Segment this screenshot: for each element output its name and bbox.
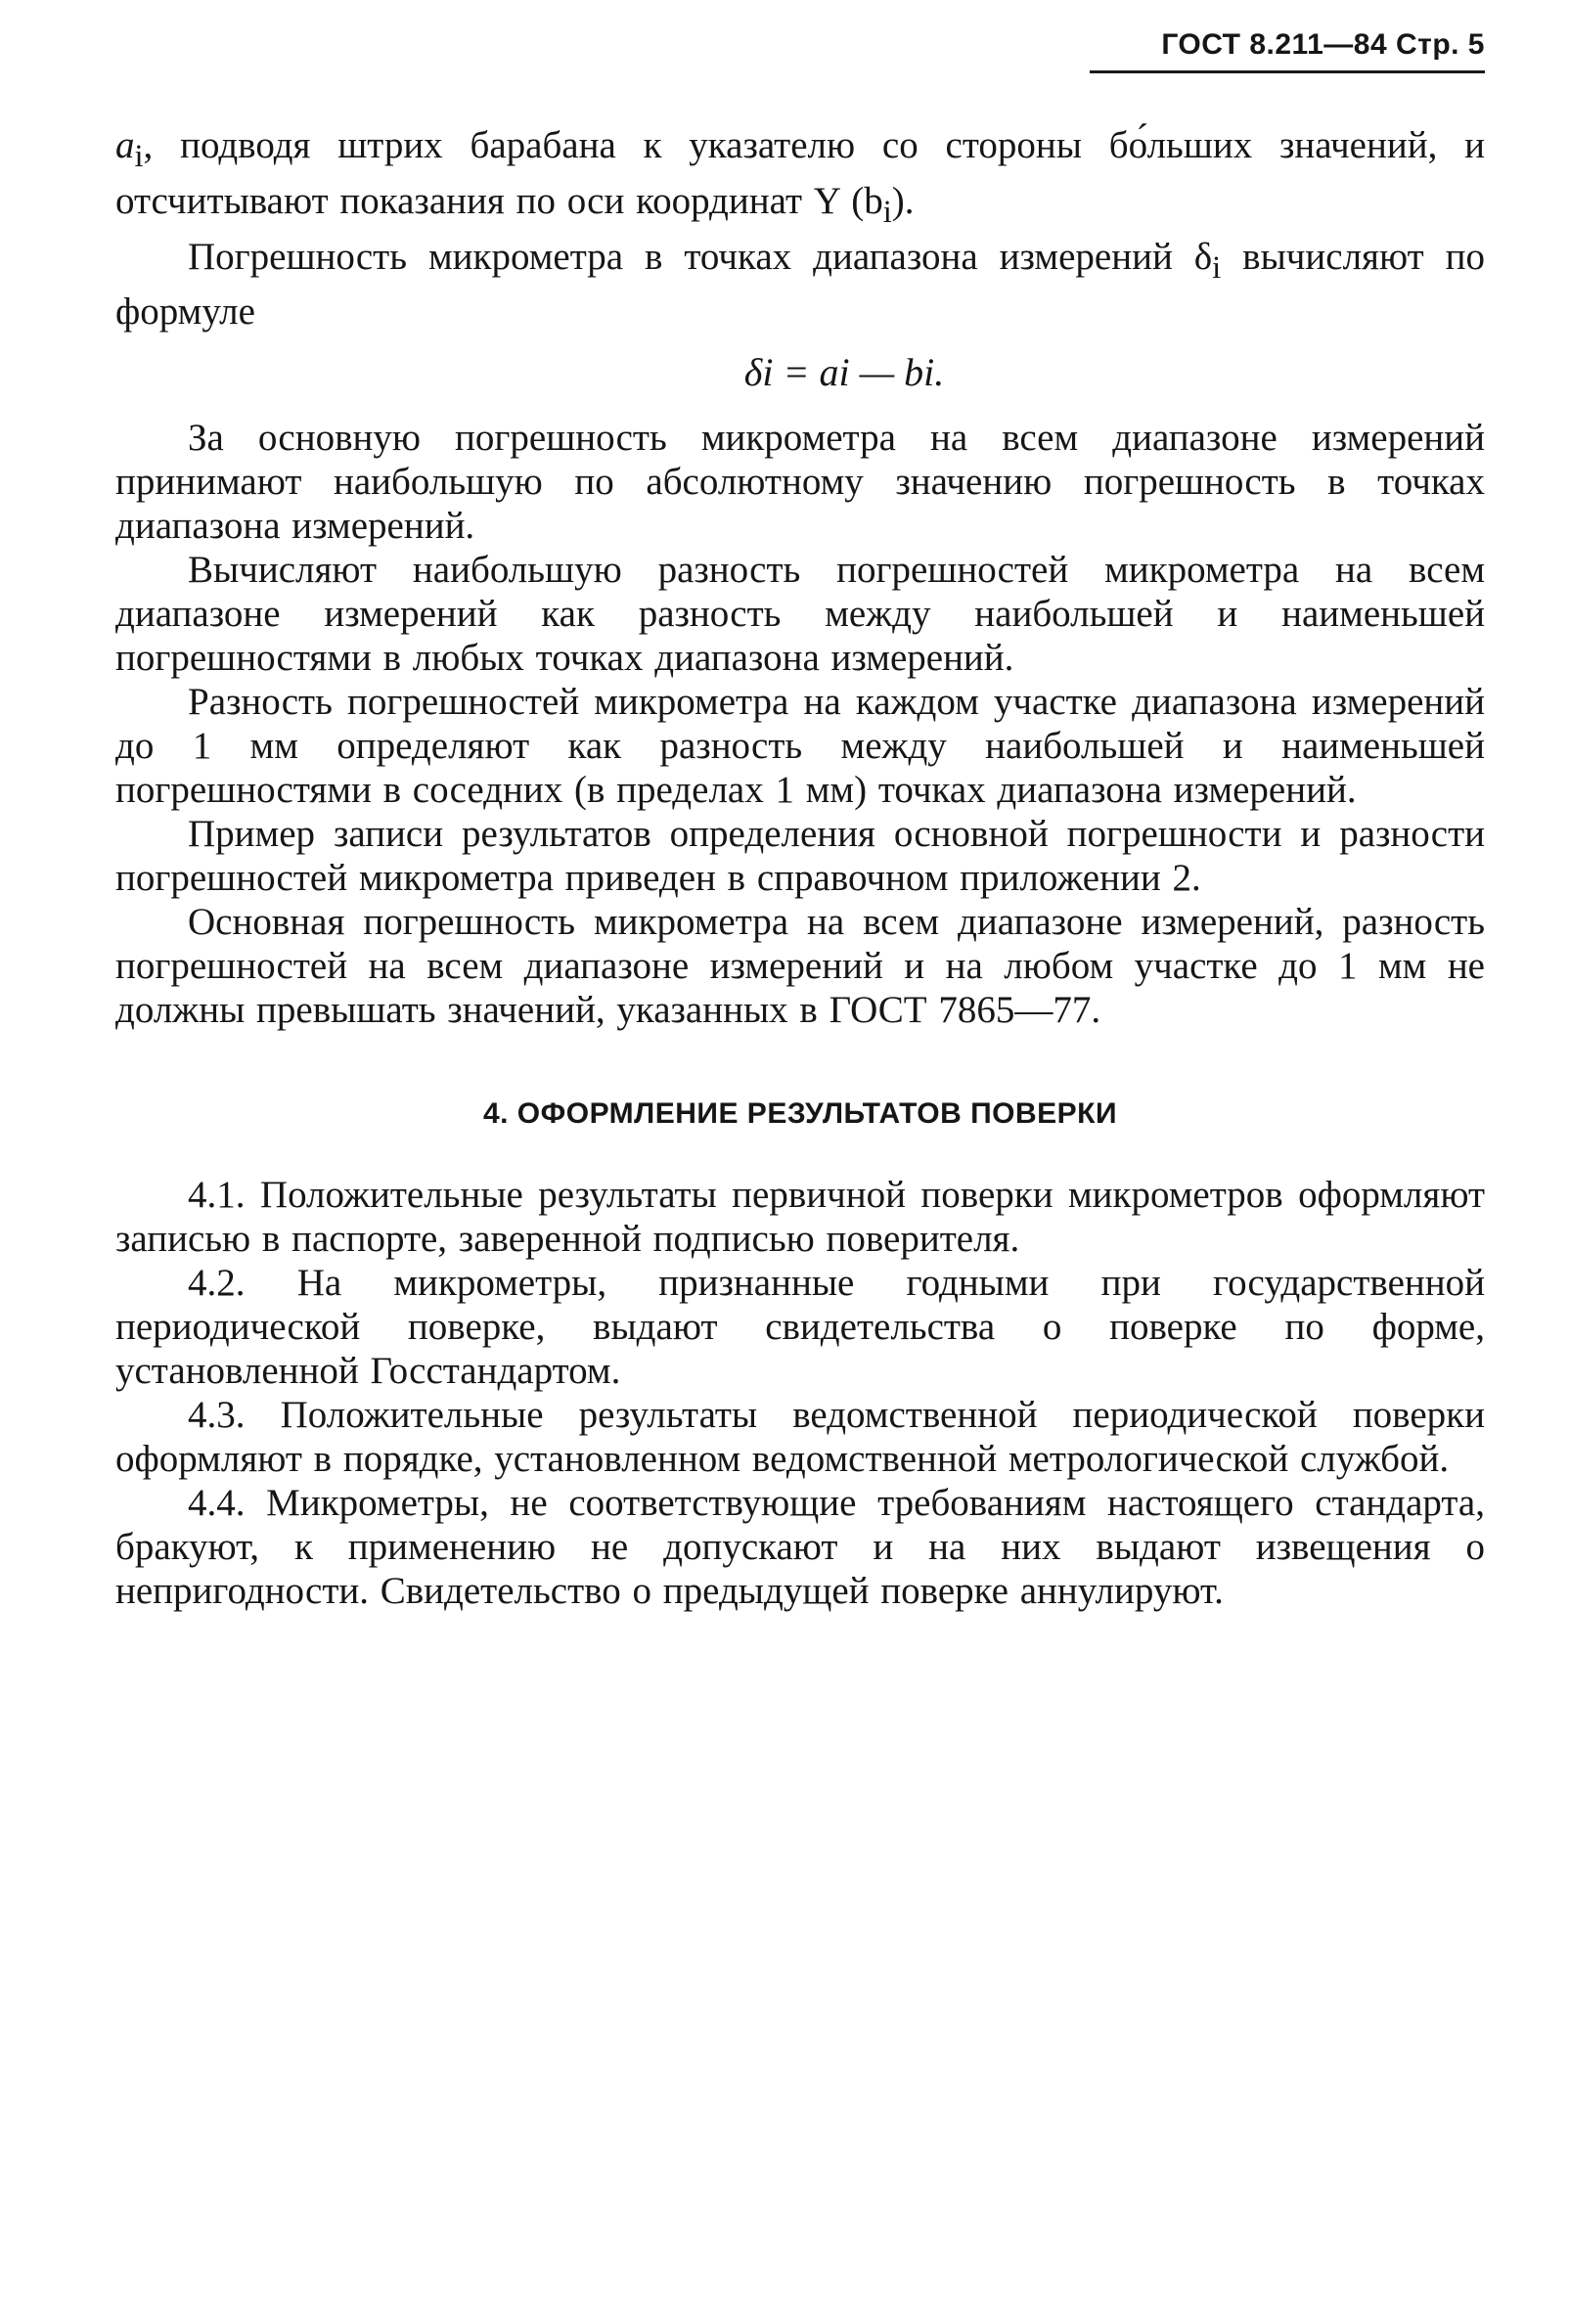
subscript-i: i	[1212, 249, 1222, 286]
paragraph-continuation	[115, 123, 1485, 235]
variable-a: a	[115, 124, 135, 166]
clause-4-3: 4.3. Положительные результаты ведомственной периодической поверки оформляют в порядке, установленном ведомственной метрологической службой.	[115, 1394, 1485, 1481]
paragraph-segment-difference: Разность погрешностей микрометра на каждом участке диапазона измерений до 1 мм определяют как разность между наибольшей и наименьшей погрешностями в соседних (в пределах 1 мм) точках диапазона измерений.	[115, 681, 1485, 812]
paragraph-text: Погрешность микрометра в точках диапазона измерений δ	[188, 235, 1213, 278]
paragraph-error-definition	[115, 235, 1485, 335]
section-heading: 4. ОФОРМЛЕНИЕ РЕЗУЛЬТАТОВ ПОВЕРКИ	[482, 1097, 1118, 1131]
clause-4-4: 4.4. Микрометры, не соответствующие требованиям настоящего стандарта, бракуют, к применению не допускают и на них выдают извещения о непригодности. Свидетельство о предыдущей поверке аннулируют.	[115, 1482, 1485, 1613]
formula	[115, 345, 1485, 400]
paragraph-limits: Основная погрешность микрометра на всем диапазоне измерений, разность погрешностей на всем диапазоне измерений и на любом участке до 1 мм не должны превышать значений, указанных в ГОСТ 7865—77.	[115, 901, 1485, 1032]
running-title: ГОСТ 8.211—84 Стр. 5	[1161, 28, 1485, 61]
paragraph-example-reference: Пример записи результатов определения основной погрешности и разности погрешностей микрометра приведен в справочном приложении 2.	[115, 813, 1485, 900]
paragraph-text-end: вычисляют по формуле	[115, 235, 1485, 334]
clause-4-1: 4.1. Положительные результаты первичной поверки микрометров оформляют записью в паспорте, заверенной подписью поверителя.	[115, 1174, 1485, 1261]
header-rule	[1090, 70, 1485, 73]
paragraph-max-difference: Вычисляют наибольшую разность погрешностей микрометра на всем диапазоне измерений как разность между наибольшей и наименьшей погрешностями в любых точках диапазона измерений.	[115, 549, 1485, 680]
paragraph-text-end: ).	[891, 179, 915, 222]
paragraph-text: , подводя штрих барабана к указателю со стороны бо́льших значений, и отсчитывают показания по оси координат Y (b	[115, 124, 1485, 222]
document-body	[115, 123, 1485, 1613]
formula-text: δi = ai — bi.	[743, 350, 945, 395]
document-page	[115, 0, 1485, 2324]
paragraph-basic-error: За основную погрешность микрометра на всем диапазоне измерений принимают наибольшую по абсолютному значению погрешность в точках диапазона измерений.	[115, 417, 1485, 548]
subscript-i: i	[134, 138, 144, 174]
subscript-i: i	[882, 194, 892, 230]
clause-4-2: 4.2. На микрометры, признанные годными при государственной периодической поверке, выдают свидетельства о поверке по форме, установленной Госстандартом.	[115, 1262, 1485, 1393]
running-header	[115, 25, 1485, 84]
